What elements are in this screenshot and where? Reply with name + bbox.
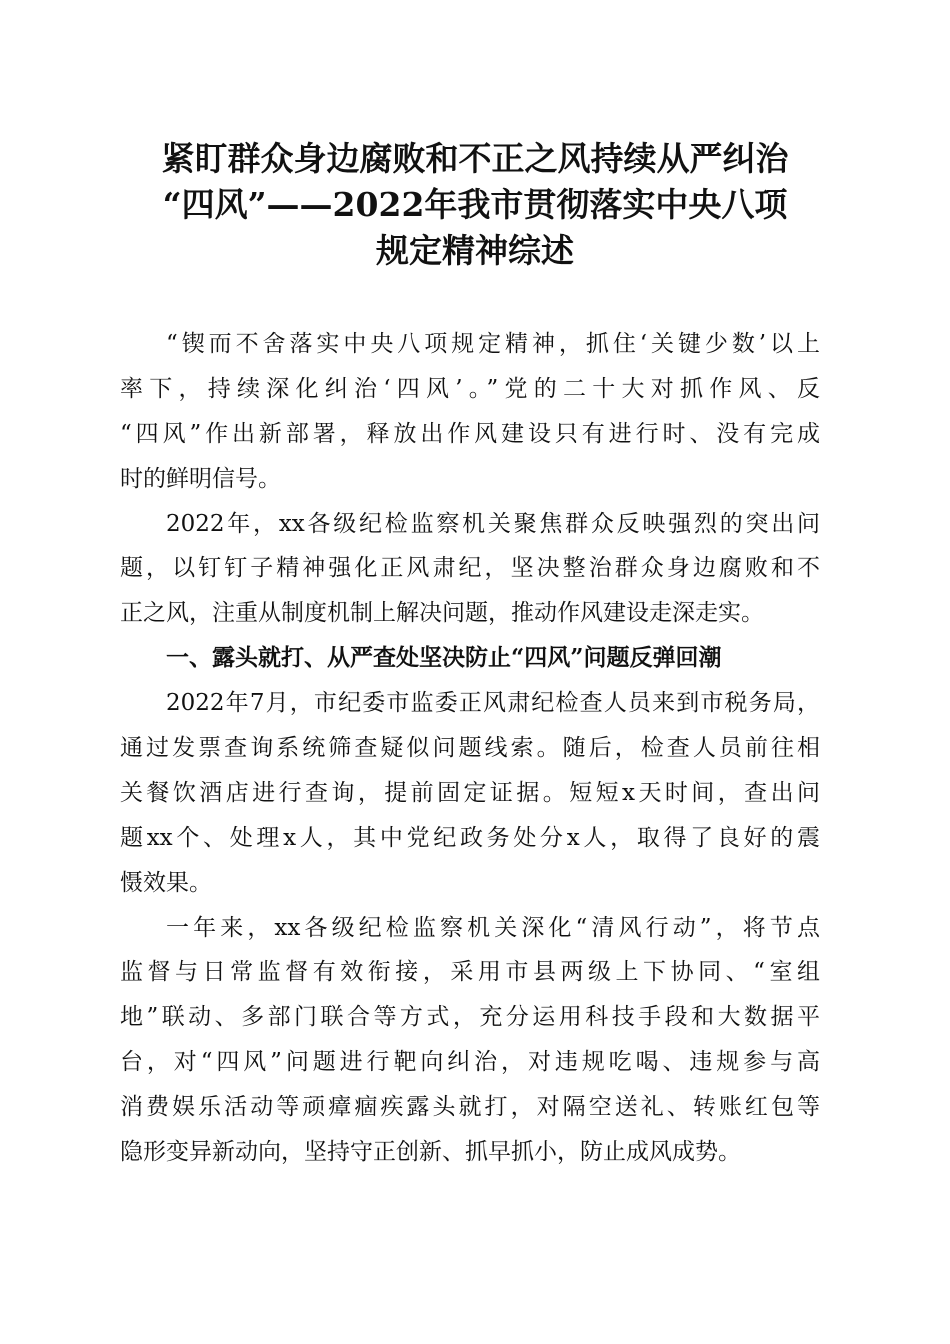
text-line: “四风”作出新部署，释放出作风建设只有进行时、没有完成 [120, 420, 820, 447]
text-line: 一年来，xx各级纪检监察机关深化“清风行动”，将节点 [166, 914, 820, 941]
text-line: 一、露头就打、从严查处坚决防止“四风”问题反弹回潮 [166, 644, 722, 672]
text-line: “锲而不舍落实中央八项规定精神，抓住‘关键少数’以上 [166, 331, 820, 357]
text-line: 题xx个、处理x人，其中党纪政务处分x人，取得了良好的震 [120, 824, 820, 851]
text-line: 台，对“四风”问题进行靶向纠治，对违规吃喝、违规参与高 [120, 1049, 820, 1076]
text-line: 时的鲜明信号。 [120, 465, 281, 492]
text-line: 2022年，xx各级纪检监察机关聚焦群众反映强烈的突出问 [166, 510, 820, 537]
section-heading [120, 636, 820, 681]
text-line: 通过发票查询系统筛查疑似问题线索。随后，检查人员前往相 [120, 735, 820, 762]
text-line: 隐形变异新动向，坚持守正创新、抓早抓小，防止成风成势。 [120, 1139, 741, 1166]
text-line: 题，以钉钉子精神强化正风肃纪，坚决整治群众身边腐败和不 [120, 555, 820, 582]
text-line: 地”联动、多部门联合等方式，充分运用科技手段和大数据平 [120, 1004, 820, 1031]
document-body [120, 322, 820, 1175]
title-line: 紧盯群众身边腐败和不正之风持续从严纠治 [161, 139, 789, 178]
paragraph [120, 681, 820, 905]
paragraph [120, 906, 820, 1175]
text-line: 2022年7月，市纪委市监委正风肃纪检查人员来到市税务局， [166, 690, 820, 717]
text-line: 消费娱乐活动等顽瘴痼疾露头就打，对隔空送礼、转账红包等 [120, 1094, 820, 1121]
title-line: 规定精神综述 [376, 231, 574, 270]
paragraph [120, 322, 820, 502]
text-line: 慑效果。 [120, 869, 212, 896]
text-line: 正之风，注重从制度机制上解决问题，推动作风建设走深走实。 [120, 600, 764, 627]
text-line: 监督与日常监督有效衔接，采用市县两级上下协同、“室组 [120, 959, 820, 986]
title-line: “四风”——2022年我市贯彻落实中央八项 [162, 185, 788, 224]
text-line: 率下，持续深化纠治‘四风’。”党的二十大对抓作风、反 [120, 375, 820, 402]
document-title [120, 136, 830, 274]
text-line: 关餐饮酒店进行查询，提前固定证据。短短x天时间，查出问 [120, 779, 820, 806]
paragraph [120, 502, 820, 637]
